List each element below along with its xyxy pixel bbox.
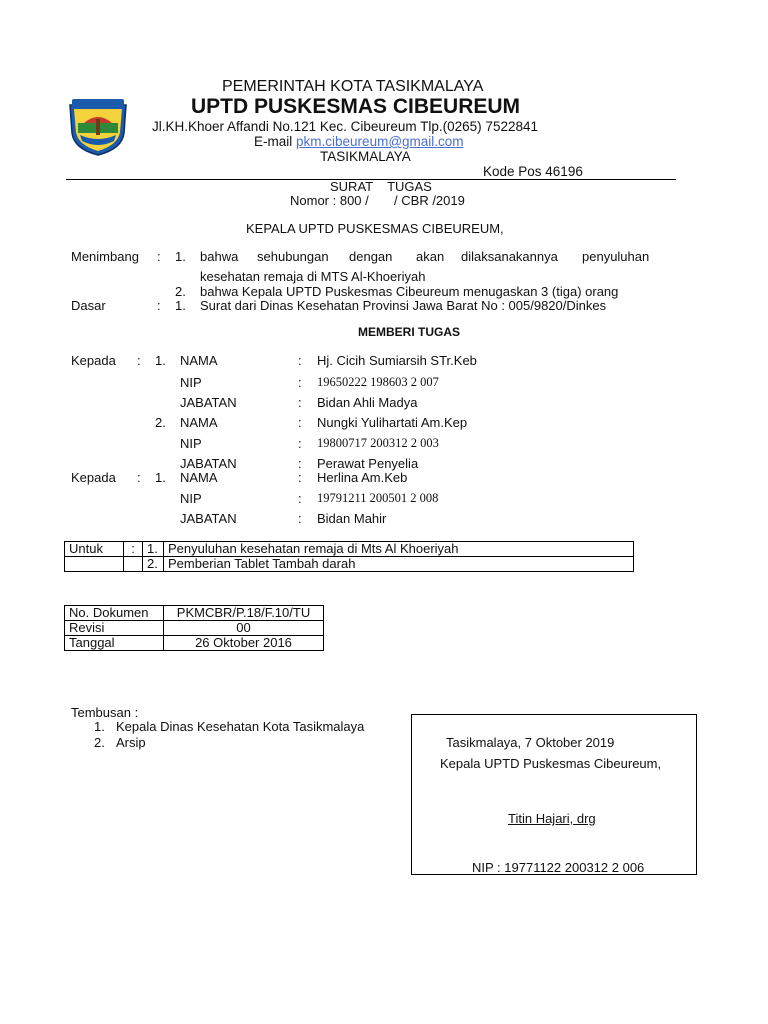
city: TASIKMALAYA (320, 149, 411, 164)
field-colon: : (298, 511, 302, 526)
person-nip: 19650222 198603 2 007 (317, 375, 439, 389)
dasar-label: Dasar (71, 298, 106, 313)
field-nama: NAMA (180, 353, 218, 368)
govt-name: PEMERINTAH KOTA TASIKMALAYA (222, 78, 484, 95)
untuk-num: 1. (143, 542, 164, 557)
person-num: 2. (155, 415, 166, 430)
field-jabatan: JABATAN (180, 511, 237, 526)
person-jabatan: Bidan Ahli Madya (317, 395, 418, 410)
empty-cell (124, 557, 143, 572)
kepada-colon: : (137, 353, 141, 368)
table-row (65, 636, 324, 651)
empty-cell (65, 557, 124, 572)
address: Jl.KH.Khoer Affandi No.121 Kec. Cibeureum Tlp.(0265) 7522841 (152, 119, 538, 134)
untuk-label: Untuk (65, 542, 124, 557)
menimbang-word: penyuluhan (582, 249, 650, 264)
field-colon: : (298, 375, 302, 390)
tembusan-item: Arsip (116, 735, 146, 750)
dasar-colon: : (157, 298, 161, 313)
field-colon: : (298, 456, 302, 471)
tembusan-item: Kepala Dinas Kesehatan Kota Tasikmalaya (116, 719, 365, 734)
email-link[interactable]: pkm.cibeureum@gmail.com (296, 134, 464, 149)
person-num: 1. (155, 353, 166, 368)
doc-value: 00 (164, 621, 324, 636)
field-nama: NAMA (180, 415, 218, 430)
kepada-label: Kepada (71, 353, 116, 368)
issuer: KEPALA UPTD PUSKESMAS CIBEUREUM, (246, 221, 504, 236)
person-name: Hj. Cicih Sumiarsih STr.Keb (317, 353, 477, 368)
postcode: Kode Pos 46196 (483, 164, 583, 179)
kepada-label: Kepada (71, 470, 116, 485)
kepada-colon: : (137, 470, 141, 485)
field-nama: NAMA (180, 470, 218, 485)
tembusan-num: 1. (94, 719, 105, 734)
field-colon: : (298, 491, 302, 506)
menimbang-text-1b: kesehatan remaja di MTS Al-Khoeriyah (200, 269, 426, 284)
email-line (254, 134, 464, 149)
menimbang-word: akan (416, 249, 445, 264)
menimbang-word: bahwa (200, 249, 239, 264)
person-jabatan: Bidan Mahir (317, 511, 387, 526)
menimbang-word: dengan (349, 249, 393, 264)
dasar-num: 1. (175, 298, 186, 313)
email-label: E-mail (254, 134, 293, 149)
field-colon: : (298, 436, 302, 451)
untuk-text: Pemberian Tablet Tambah darah (164, 557, 634, 572)
untuk-text: Penyuluhan kesehatan remaja di Mts Al Khoeriyah (164, 542, 634, 557)
tembusan-label: Tembusan : (71, 705, 139, 720)
field-nip: NIP (180, 375, 202, 390)
field-colon: : (298, 353, 302, 368)
field-colon: : (298, 470, 302, 485)
city-emblem-logo (66, 99, 130, 157)
dasar-text: Surat dari Dinas Kesehatan Provinsi Jawa Barat No : 005/9820/Dinkes (200, 298, 607, 313)
letter-number: Nomor : 800 / / CBR /2019 (290, 193, 465, 208)
memberi-tugas: MEMBERI TUGAS (358, 325, 460, 339)
doc-key: Tanggal (65, 636, 164, 651)
signatory-position: Kepala UPTD Puskesmas Cibeureum, (440, 756, 662, 771)
person-jabatan: Perawat Penyelia (317, 456, 419, 471)
menimbang-word: dilaksanakannya (461, 249, 558, 264)
doc-value: PKMCBR/P.18/F.10/TU (164, 606, 324, 621)
menimbang-word: sehubungan (257, 249, 329, 264)
document-control-table (64, 605, 324, 651)
field-jabatan: JABATAN (180, 456, 237, 471)
signatory-name: Titin Hajari, drg (508, 811, 596, 826)
untuk-table (64, 541, 634, 572)
doc-key: No. Dokumen (65, 606, 164, 621)
table-row (65, 542, 634, 557)
tembusan-num: 2. (94, 735, 105, 750)
letter-heading: SURAT TUGAS (330, 179, 432, 194)
place-date: Tasikmalaya, 7 Oktober 2019 (446, 735, 615, 750)
menimbang-num-2: 2. (175, 284, 186, 299)
person-name: Herlina Am.Keb (317, 470, 408, 485)
table-row (65, 557, 634, 572)
field-jabatan: JABATAN (180, 395, 237, 410)
person-name: Nungki Yulihartati Am.Kep (317, 415, 468, 430)
field-colon: : (298, 395, 302, 410)
menimbang-colon: : (157, 249, 161, 264)
menimbang-text-2: bahwa Kepala UPTD Puskesmas Cibeureum menugaskan 3 (tiga) orang (200, 284, 619, 299)
field-nip: NIP (180, 436, 202, 451)
field-nip: NIP (180, 491, 202, 506)
menimbang-num-1: 1. (175, 249, 186, 264)
field-colon: : (298, 415, 302, 430)
person-num: 1. (155, 470, 166, 485)
menimbang-label: Menimbang (71, 249, 139, 264)
institution-name: UPTD PUSKESMAS CIBEUREUM (191, 95, 521, 118)
doc-key: Revisi (65, 621, 164, 636)
person-nip: 19791211 200501 2 008 (317, 491, 439, 505)
untuk-num: 2. (143, 557, 164, 572)
table-row (65, 606, 324, 621)
doc-value: 26 Oktober 2016 (164, 636, 324, 651)
table-row (65, 621, 324, 636)
signatory-nip: NIP : 19771122 200312 2 006 (472, 860, 645, 875)
person-nip: 19800717 200312 2 003 (317, 436, 439, 450)
untuk-colon: : (124, 542, 143, 557)
